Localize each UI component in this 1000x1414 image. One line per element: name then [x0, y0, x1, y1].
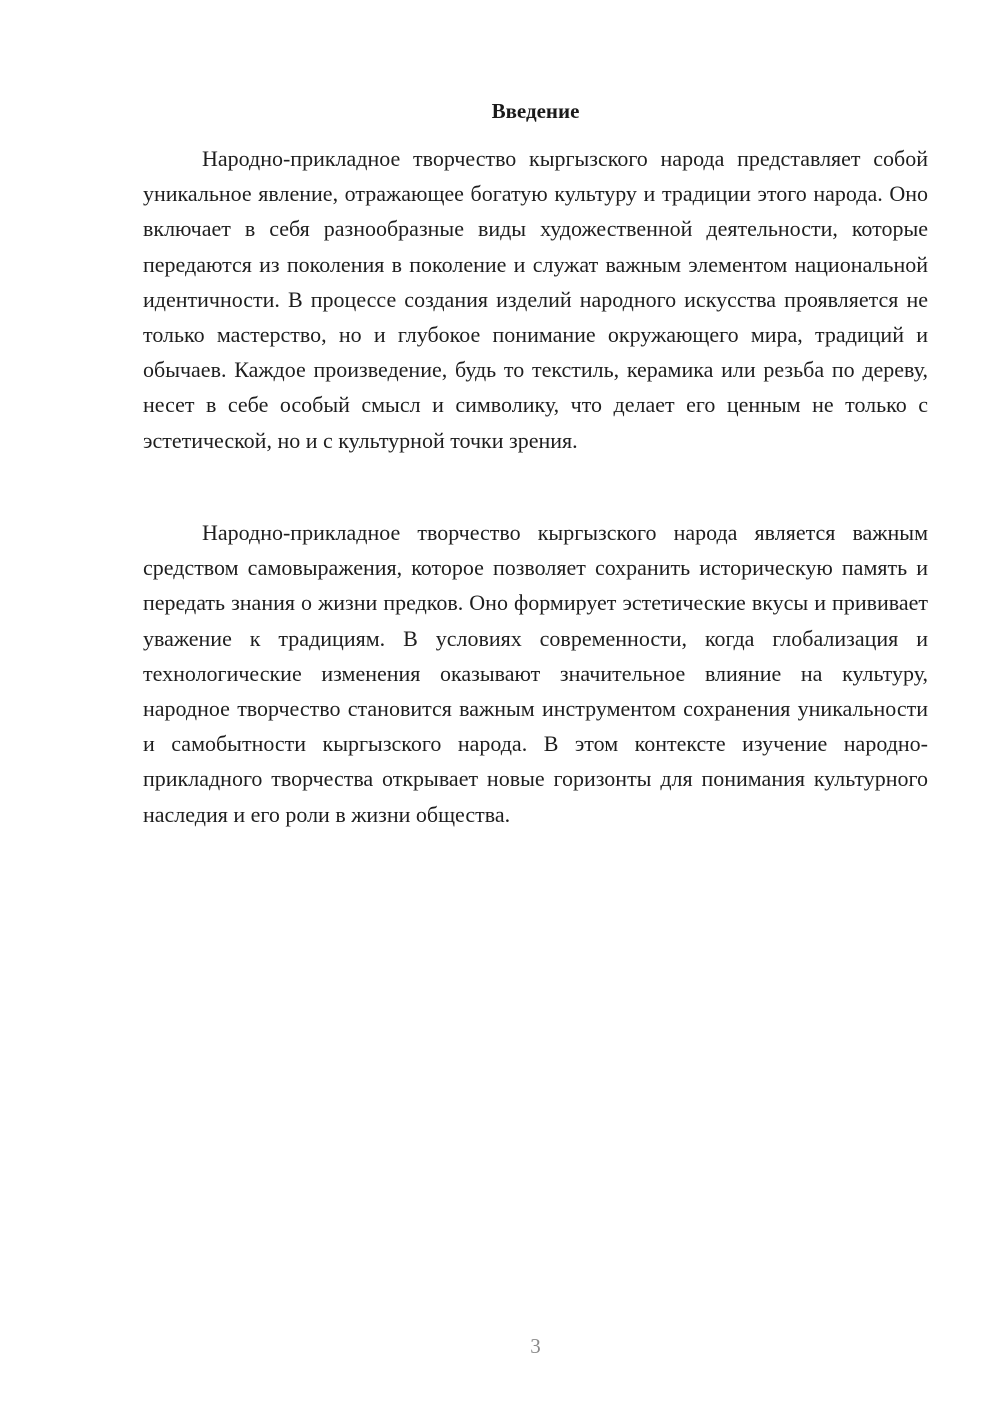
page-number: 3: [530, 1334, 541, 1358]
paragraph-2: Народно-прикладное творчество кыргызского народа является важным средством самовыражения, которое позволяет сохранить историческую память и передать знания о жизни предков. Оно формирует эстетические вкусы и прививает уважение к традициям. В условиях современности, когда глобализация и технологические изменения оказывают значительное влияние на культуру, народное творчество становится важным инструментом сохранения уникальности и самобытности кыргызского народа. В этом контексте изучение народно-прикладного творчества открывает новые горизонты для понимания культурного наследия и его роли в жизни общества.: [143, 520, 928, 827]
paragraph-1: Народно-прикладное творчество кыргызского народа представляет собой уникальное явление, отражающее богатую культуру и традиции этого народа. Оно включает в себя разнообразные виды художественной деятельности, которые передаются из поколения в поколение и служат важным элементом национальной идентичности. В процессе создания изделий народного искусства проявляется не только мастерство, но и глубокое понимание окружающего мира, традиций и обычаев. Каждое произведение, будь то текстиль, керамика или резьба по дереву, несет в себе особый смысл и символику, что делает его ценным не только с эстетической, но и с культурной точки зрения.: [143, 146, 928, 453]
page-title: Введение: [491, 99, 580, 123]
